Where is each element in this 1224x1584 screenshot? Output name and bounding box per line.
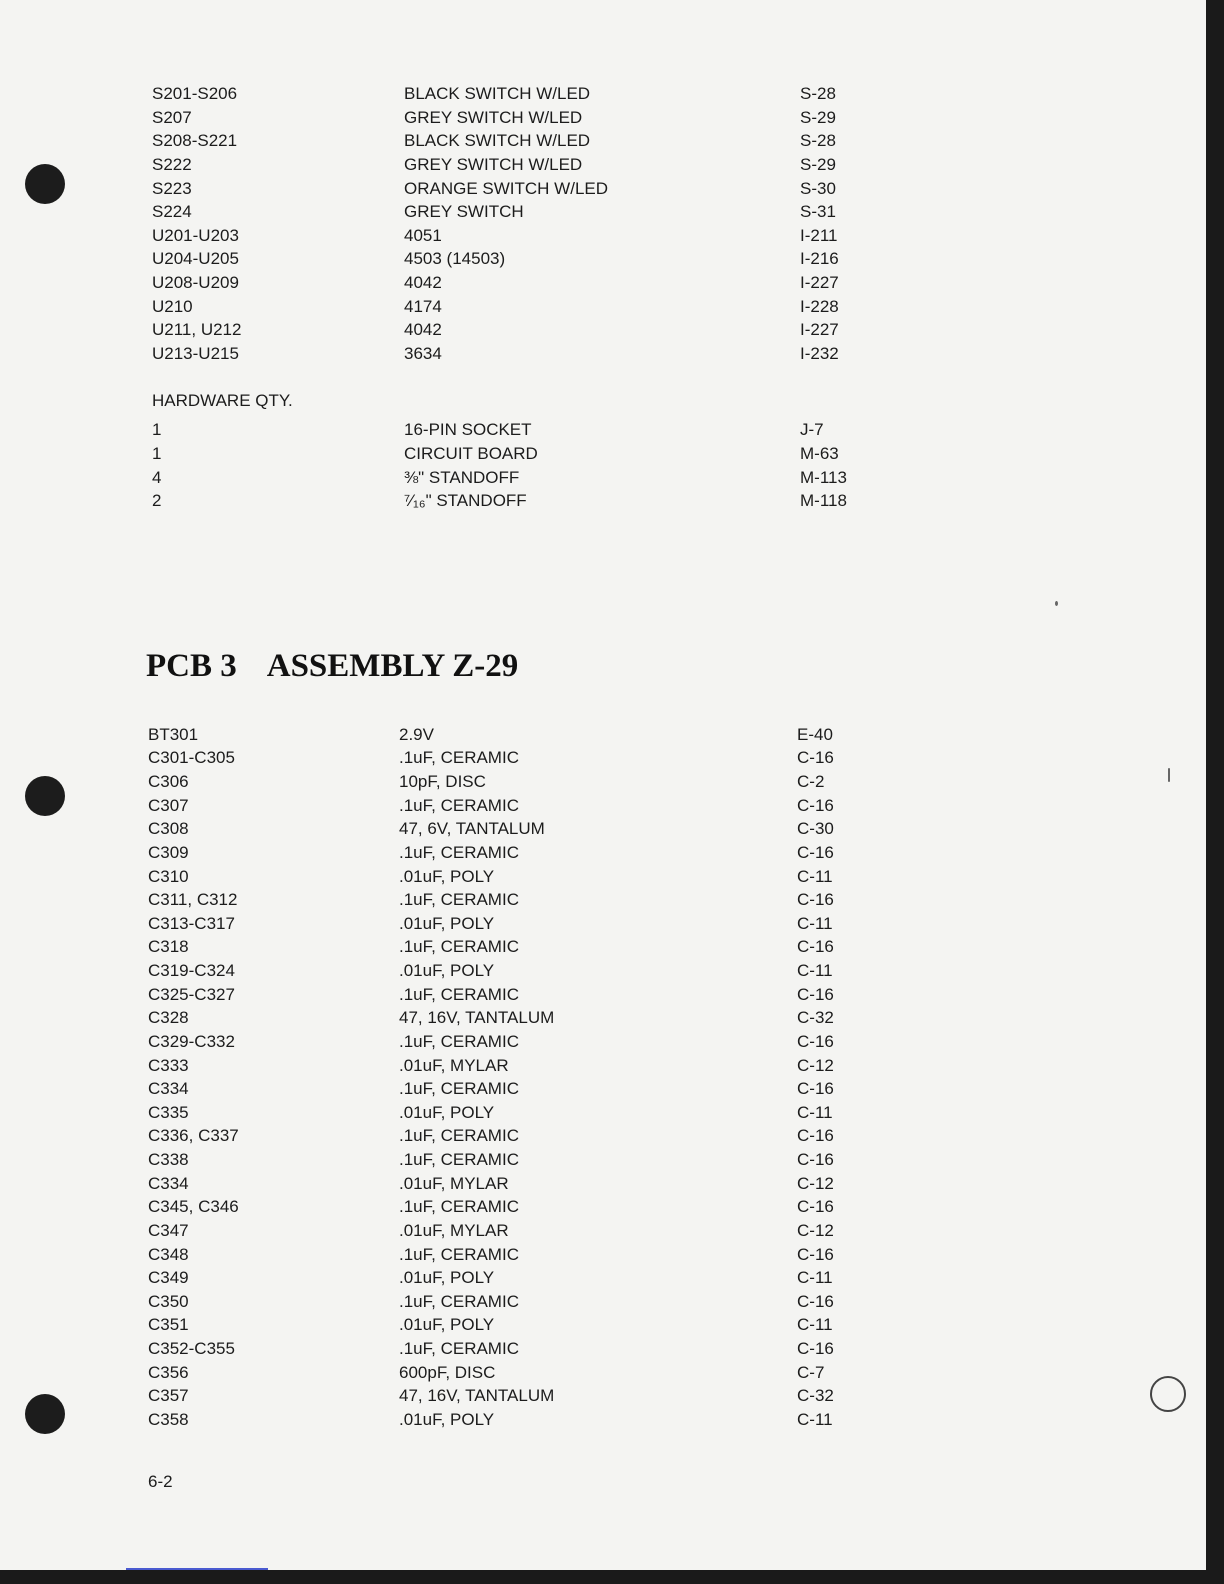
list-item <box>0 224 1224 248</box>
reference-designator: U213-U215 <box>152 344 239 363</box>
reference-designator: S207 <box>152 108 192 127</box>
part-description: 47, 16V, TANTALUM <box>399 1386 555 1405</box>
part-number: M-118 <box>800 491 847 510</box>
part-number: C-11 <box>797 867 833 886</box>
part-description: BLACK SWITCH W/LED <box>404 131 591 150</box>
part-number: C-2 <box>797 772 825 791</box>
reference-designator: C352-C355 <box>148 1339 235 1358</box>
hardware-quantity: 2 <box>152 491 162 510</box>
list-item <box>0 200 1224 224</box>
part-description: .1uF, CERAMIC <box>399 1197 519 1216</box>
list-item <box>0 794 1224 818</box>
part-number: C-16 <box>797 1079 834 1098</box>
reference-designator: C311, C312 <box>148 890 238 909</box>
part-number: I-211 <box>800 226 838 245</box>
list-item <box>0 1124 1224 1148</box>
part-number: I-228 <box>800 297 839 316</box>
reference-designator: C301-C305 <box>148 748 235 767</box>
reference-designator: C357 <box>148 1386 189 1405</box>
list-item <box>0 1054 1224 1078</box>
list-item <box>0 746 1224 770</box>
reference-designator: U201-U203 <box>152 226 239 245</box>
part-description: .1uF, CERAMIC <box>399 1150 519 1169</box>
part-description: 16-PIN SOCKET <box>404 420 532 439</box>
list-item <box>0 1384 1224 1408</box>
part-number: C-11 <box>797 1410 833 1429</box>
part-description: .1uF, CERAMIC <box>399 796 519 815</box>
reference-designator: C345, C346 <box>148 1197 239 1216</box>
list-item <box>0 1148 1224 1172</box>
list-item <box>0 106 1224 130</box>
part-description: .1uF, CERAMIC <box>399 1292 519 1311</box>
hardware-quantity: 4 <box>152 468 162 487</box>
part-number: I-227 <box>800 273 839 292</box>
list-item <box>0 1077 1224 1101</box>
list-item <box>0 1172 1224 1196</box>
part-number: S-30 <box>800 179 836 198</box>
part-description: .01uF, POLY <box>399 867 495 886</box>
part-description: 10pF, DISC <box>399 772 486 791</box>
part-description: .1uF, CERAMIC <box>399 748 519 767</box>
reference-designator: C307 <box>148 796 189 815</box>
list-item <box>0 247 1224 271</box>
part-description: 4042 <box>404 320 442 339</box>
part-description: 47, 16V, TANTALUM <box>399 1008 555 1027</box>
part-description: GREY SWITCH W/LED <box>404 108 583 127</box>
reference-designator: S222 <box>152 155 192 174</box>
reference-designator: C309 <box>148 843 189 862</box>
hardware-heading: HARDWARE QTY. <box>152 391 293 410</box>
list-item <box>0 153 1224 177</box>
part-number: S-28 <box>800 84 836 103</box>
list-item <box>0 177 1224 201</box>
list-item <box>0 271 1224 295</box>
part-number: M-63 <box>800 444 839 463</box>
part-description: .1uF, CERAMIC <box>399 890 519 909</box>
part-number: I-216 <box>800 249 839 268</box>
part-description: .01uF, MYLAR <box>399 1221 509 1240</box>
reference-designator: C310 <box>148 867 189 886</box>
pcb-label: PCB 3 <box>146 648 237 684</box>
list-item <box>0 1337 1224 1361</box>
part-number: C-16 <box>797 1032 834 1051</box>
part-description: 600pF, DISC <box>399 1363 496 1382</box>
part-description: ⁷⁄₁₆" STANDOFF <box>404 491 527 510</box>
reference-designator: S208-S221 <box>152 131 238 150</box>
part-number: S-29 <box>800 155 836 174</box>
part-number: J-7 <box>800 420 824 439</box>
part-number: C-12 <box>797 1056 834 1075</box>
part-description: 4051 <box>404 226 442 245</box>
part-number: C-7 <box>797 1363 825 1382</box>
list-item <box>0 1243 1224 1267</box>
list-item <box>0 129 1224 153</box>
part-description: .01uF, MYLAR <box>399 1174 509 1193</box>
part-number: C-16 <box>797 1197 834 1216</box>
part-description: .1uF, CERAMIC <box>399 1079 519 1098</box>
part-description: .01uF, POLY <box>399 914 495 933</box>
list-item <box>0 1006 1224 1030</box>
part-description: .1uF, CERAMIC <box>399 985 519 1004</box>
reference-designator: C349 <box>148 1268 189 1287</box>
reference-designator: C335 <box>148 1103 189 1122</box>
part-description: .01uF, POLY <box>399 1103 495 1122</box>
part-description: .01uF, POLY <box>399 1268 495 1287</box>
reference-designator: U208-U209 <box>152 273 239 292</box>
list-item <box>0 1313 1224 1337</box>
part-number: C-16 <box>797 890 834 909</box>
list-item <box>0 723 1224 747</box>
list-item <box>0 295 1224 319</box>
part-description: 47, 6V, TANTALUM <box>399 819 545 838</box>
bottom-scan-band <box>0 1570 1224 1584</box>
reference-designator: U204-U205 <box>152 249 239 268</box>
reference-designator: C333 <box>148 1056 189 1075</box>
list-item <box>0 1290 1224 1314</box>
hardware-quantity: 1 <box>152 444 162 463</box>
part-description: ORANGE SWITCH W/LED <box>404 179 609 198</box>
reference-designator: S223 <box>152 179 192 198</box>
list-item <box>0 318 1224 342</box>
list-item <box>0 489 1224 513</box>
part-number: C-16 <box>797 748 834 767</box>
part-number: C-12 <box>797 1174 834 1193</box>
list-item <box>0 888 1224 912</box>
list-item <box>0 935 1224 959</box>
part-description: .01uF, POLY <box>399 1410 495 1429</box>
reference-designator: C334 <box>148 1079 189 1098</box>
part-description: CIRCUIT BOARD <box>404 444 538 463</box>
reference-designator: C336, C337 <box>148 1126 239 1145</box>
reference-designator: C350 <box>148 1292 189 1311</box>
reference-designator: C328 <box>148 1008 189 1027</box>
part-number: C-11 <box>797 914 833 933</box>
list-item <box>0 1030 1224 1054</box>
part-number: C-16 <box>797 1126 834 1145</box>
part-number: C-11 <box>797 1268 833 1287</box>
list-item <box>0 442 1224 466</box>
reference-designator: C306 <box>148 772 189 791</box>
reference-designator: C358 <box>148 1410 189 1429</box>
part-number: C-12 <box>797 1221 834 1240</box>
part-description: 4174 <box>404 297 442 316</box>
part-description: .1uF, CERAMIC <box>399 1339 519 1358</box>
part-description: .1uF, CERAMIC <box>399 1126 519 1145</box>
part-number: E-40 <box>797 725 833 744</box>
assembly-label: ASSEMBLY Z-29 <box>266 648 519 684</box>
page-number: 6-2 <box>148 1472 173 1491</box>
part-number: S-29 <box>800 108 836 127</box>
reference-designator: C356 <box>148 1363 189 1382</box>
part-number: C-11 <box>797 961 833 980</box>
reference-designator: C313-C317 <box>148 914 235 933</box>
part-description: 4042 <box>404 273 442 292</box>
part-number: C-32 <box>797 1008 834 1027</box>
list-item <box>0 959 1224 983</box>
list-item <box>0 82 1224 106</box>
reference-designator: C347 <box>148 1221 189 1240</box>
part-number: I-227 <box>800 320 839 339</box>
part-description: GREY SWITCH W/LED <box>404 155 583 174</box>
hardware-quantity: 1 <box>152 420 162 439</box>
part-description: 3634 <box>404 344 442 363</box>
list-item <box>0 1266 1224 1290</box>
reference-designator: C348 <box>148 1245 189 1264</box>
part-number: C-16 <box>797 985 834 1004</box>
part-description: 2.9V <box>399 725 434 744</box>
part-number: C-16 <box>797 1339 834 1358</box>
part-number: C-16 <box>797 1150 834 1169</box>
part-number: S-31 <box>800 202 836 221</box>
part-description: .01uF, POLY <box>399 1315 495 1334</box>
reference-designator: U210 <box>152 297 193 316</box>
list-item <box>0 865 1224 889</box>
part-description: .1uF, CERAMIC <box>399 843 519 862</box>
reference-designator: C325-C327 <box>148 985 235 1004</box>
reference-designator: C318 <box>148 937 189 956</box>
list-item <box>0 466 1224 490</box>
section-title <box>146 646 518 686</box>
part-number: C-16 <box>797 796 834 815</box>
bottom-accent-line <box>126 1568 268 1570</box>
part-number: C-16 <box>797 1245 834 1264</box>
reference-designator: S201-S206 <box>152 84 238 103</box>
list-item <box>0 983 1224 1007</box>
reference-designator: C329-C332 <box>148 1032 235 1051</box>
part-description: BLACK SWITCH W/LED <box>404 84 591 103</box>
part-number: C-16 <box>797 843 834 862</box>
list-item <box>0 1219 1224 1243</box>
part-number: C-30 <box>797 819 834 838</box>
part-description: .1uF, CERAMIC <box>399 1245 519 1264</box>
list-item <box>0 1361 1224 1385</box>
scan-speck <box>1055 601 1058 606</box>
reference-designator: S224 <box>152 202 192 221</box>
part-description: ⅜" STANDOFF <box>404 468 520 487</box>
reference-designator: C351 <box>148 1315 189 1334</box>
list-item <box>0 912 1224 936</box>
part-number: C-16 <box>797 1292 834 1311</box>
reference-designator: C308 <box>148 819 189 838</box>
part-description: .01uF, POLY <box>399 961 495 980</box>
list-item <box>0 418 1224 442</box>
part-number: C-11 <box>797 1103 833 1122</box>
list-item <box>0 1195 1224 1219</box>
list-item <box>0 1101 1224 1125</box>
reference-designator: BT301 <box>148 725 199 744</box>
list-item <box>0 841 1224 865</box>
part-number: C-11 <box>797 1315 833 1334</box>
part-description: .01uF, MYLAR <box>399 1056 509 1075</box>
part-number: S-28 <box>800 131 836 150</box>
reference-designator: C334 <box>148 1174 189 1193</box>
part-number: C-16 <box>797 937 834 956</box>
list-item <box>0 770 1224 794</box>
list-item <box>0 1408 1224 1432</box>
reference-designator: C319-C324 <box>148 961 235 980</box>
part-number: M-113 <box>800 468 847 487</box>
list-item <box>0 817 1224 841</box>
list-item <box>0 342 1224 366</box>
reference-designator: C338 <box>148 1150 189 1169</box>
part-number: C-32 <box>797 1386 834 1405</box>
reference-designator: U211, U212 <box>152 320 242 339</box>
part-description: .1uF, CERAMIC <box>399 937 519 956</box>
part-number: I-232 <box>800 344 839 363</box>
part-description: 4503 (14503) <box>404 249 506 268</box>
part-description: .1uF, CERAMIC <box>399 1032 519 1051</box>
part-description: GREY SWITCH <box>404 202 524 221</box>
